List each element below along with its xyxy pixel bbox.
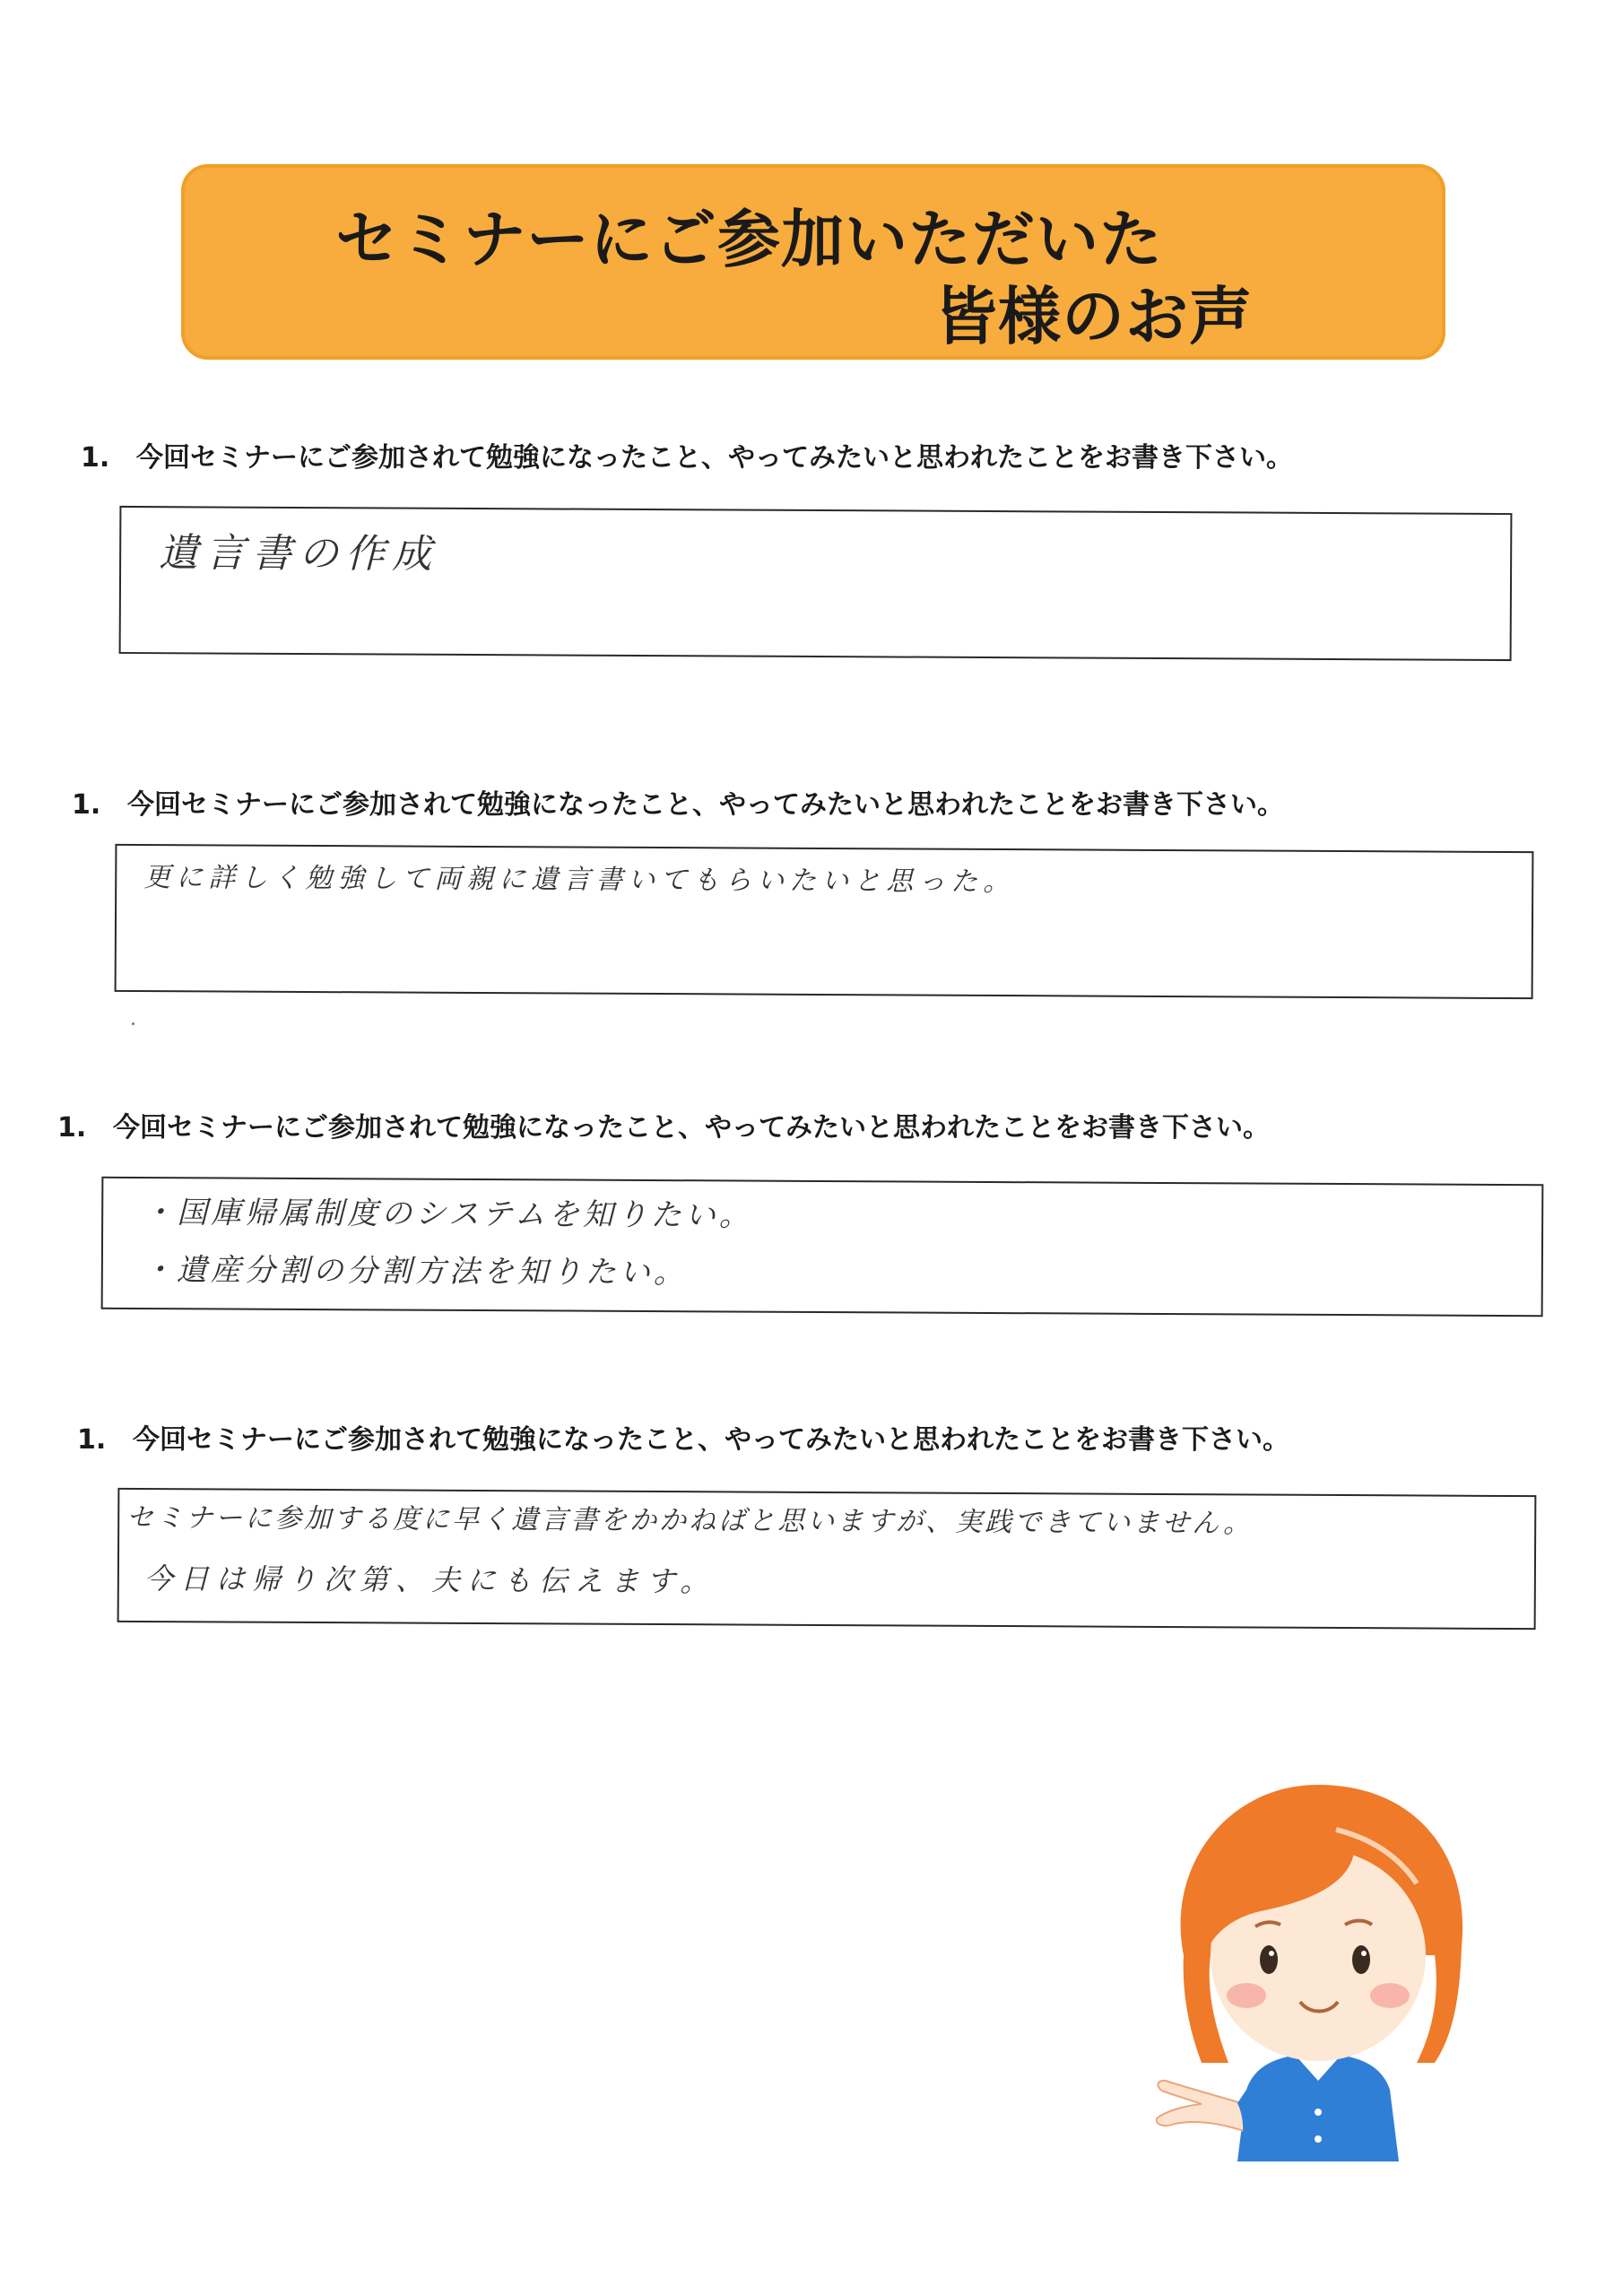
question-number: 1. <box>77 1424 107 1456</box>
question-text: 今回セミナーにご参加されて勉強になったこと、やってみたいと思われたことをお書き下さい。 <box>133 1424 1289 1456</box>
scan-speck <box>132 1022 135 1025</box>
answer-line: 今日は帰り次第、夫にも伝えます。 <box>143 1561 716 1599</box>
answer-line: ・遺産分割の分割方法を知りたい。 <box>142 1252 688 1292</box>
answer-box-4 <box>117 1488 1537 1630</box>
answer-line: セミナーに参加する度に早く遺言書をかかねばと思いますが、実践できていません。 <box>126 1501 1254 1540</box>
title-banner <box>181 164 1445 360</box>
answer-line: 遺言書の作成 <box>159 530 439 578</box>
answer-box-3 <box>101 1177 1544 1317</box>
answer-line: ・国庫帰属制度のシステムを知りたい。 <box>143 1195 753 1234</box>
question-1 <box>81 435 1293 474</box>
question-3 <box>57 1105 1270 1144</box>
question-text: 今回セミナーにご参加されて勉強になったこと、やってみたいと思われたことをお書き下さい。 <box>127 789 1284 821</box>
question-text: 今回セミナーにご参加されて勉強になったこと、やってみたいと思われたことをお書き下さい。 <box>136 442 1293 474</box>
answer-box-2 <box>115 844 1534 999</box>
question-2 <box>72 782 1284 822</box>
answer-line: 更に詳しく勉強して両親に遺言書いてもらいたいと思った。 <box>143 862 1016 899</box>
question-number: 1. <box>81 442 110 474</box>
page-title-line1: セミナーにご参加いただいた <box>335 203 1163 276</box>
page-title-line2: 皆様のお声 <box>934 280 1253 353</box>
question-4 <box>77 1417 1289 1457</box>
question-number: 1. <box>72 789 101 821</box>
answer-box-1 <box>119 506 1513 661</box>
woman-presenting-icon <box>1130 1767 1524 2161</box>
question-text: 今回セミナーにご参加されて勉強になったこと、やってみたいと思われたことをお書き下さい。 <box>113 1112 1270 1144</box>
question-number: 1. <box>57 1112 87 1144</box>
